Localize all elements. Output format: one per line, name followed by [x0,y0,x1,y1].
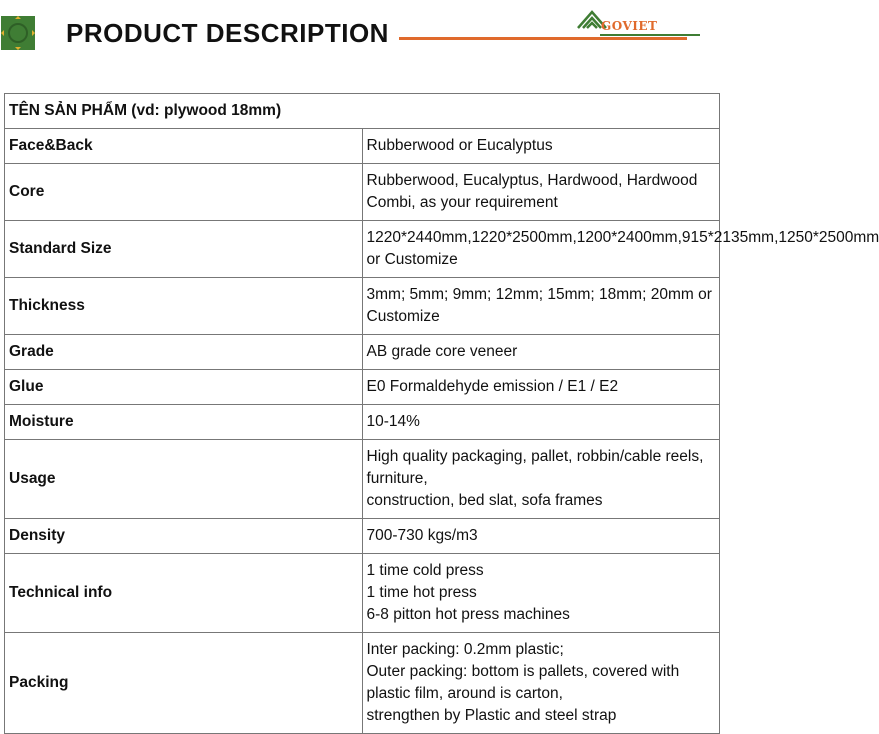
row-value: 1 time cold press 1 time hot press 6-8 pitton hot press machines [362,554,720,633]
row-label: Usage [5,440,363,519]
header [0,0,721,70]
product-spec-table [4,93,879,734]
row-label: Density [5,519,363,554]
table-row [5,440,720,519]
row-value: High quality packaging, pallet, robbin/cable reels, furniture, construction, bed slat, sofa frames [362,440,720,519]
row-value: 10-14% [362,405,720,440]
table-row [5,129,720,164]
row-label: Glue [5,370,363,405]
row-value: 3mm; 5mm; 9mm; 12mm; 15mm; 18mm; 20mm or Customize [362,278,720,335]
table-row [5,370,720,405]
row-value: 1220*2440mm,1220*2500mm,1200*2400mm,915*2135mm,1250*2500mm or Customize [362,221,720,278]
row-value: Rubberwood or Eucalyptus [362,129,720,164]
row-label: Moisture [5,405,363,440]
table-row [5,405,720,440]
table-row [5,633,720,734]
row-label: Packing [5,633,363,734]
leaf-badge-icon [1,16,35,50]
table-row [5,278,720,335]
page-title: PRODUCT DESCRIPTION [66,18,389,48]
row-label: Face&Back [5,129,363,164]
row-value: Inter packing: 0.2mm plastic; Outer packing: bottom is pallets, covered with plastic film, around is carton, strengthen by Plastic and steel strap [362,633,720,734]
logo-text: GOVIET [601,19,658,33]
table-heading-row [5,94,720,129]
row-value: Rubberwood, Eucalyptus, Hardwood, Hardwood Combi, as your requirement [362,164,720,221]
row-value: AB grade core veneer [362,335,720,370]
row-value: E0 Formaldehyde emission / E1 / E2 [362,370,720,405]
table-row [5,164,720,221]
row-label: Grade [5,335,363,370]
row-label: Standard Size [5,221,363,278]
table-heading: TÊN SẢN PHẨM (vd: plywood 18mm) [5,94,720,129]
table-row [5,519,720,554]
table-row [5,335,720,370]
table-row [5,554,720,633]
row-label: Core [5,164,363,221]
table-row [5,221,720,278]
row-value: 700-730 kgs/m3 [362,519,720,554]
row-label: Technical info [5,554,363,633]
row-label: Thickness [5,278,363,335]
